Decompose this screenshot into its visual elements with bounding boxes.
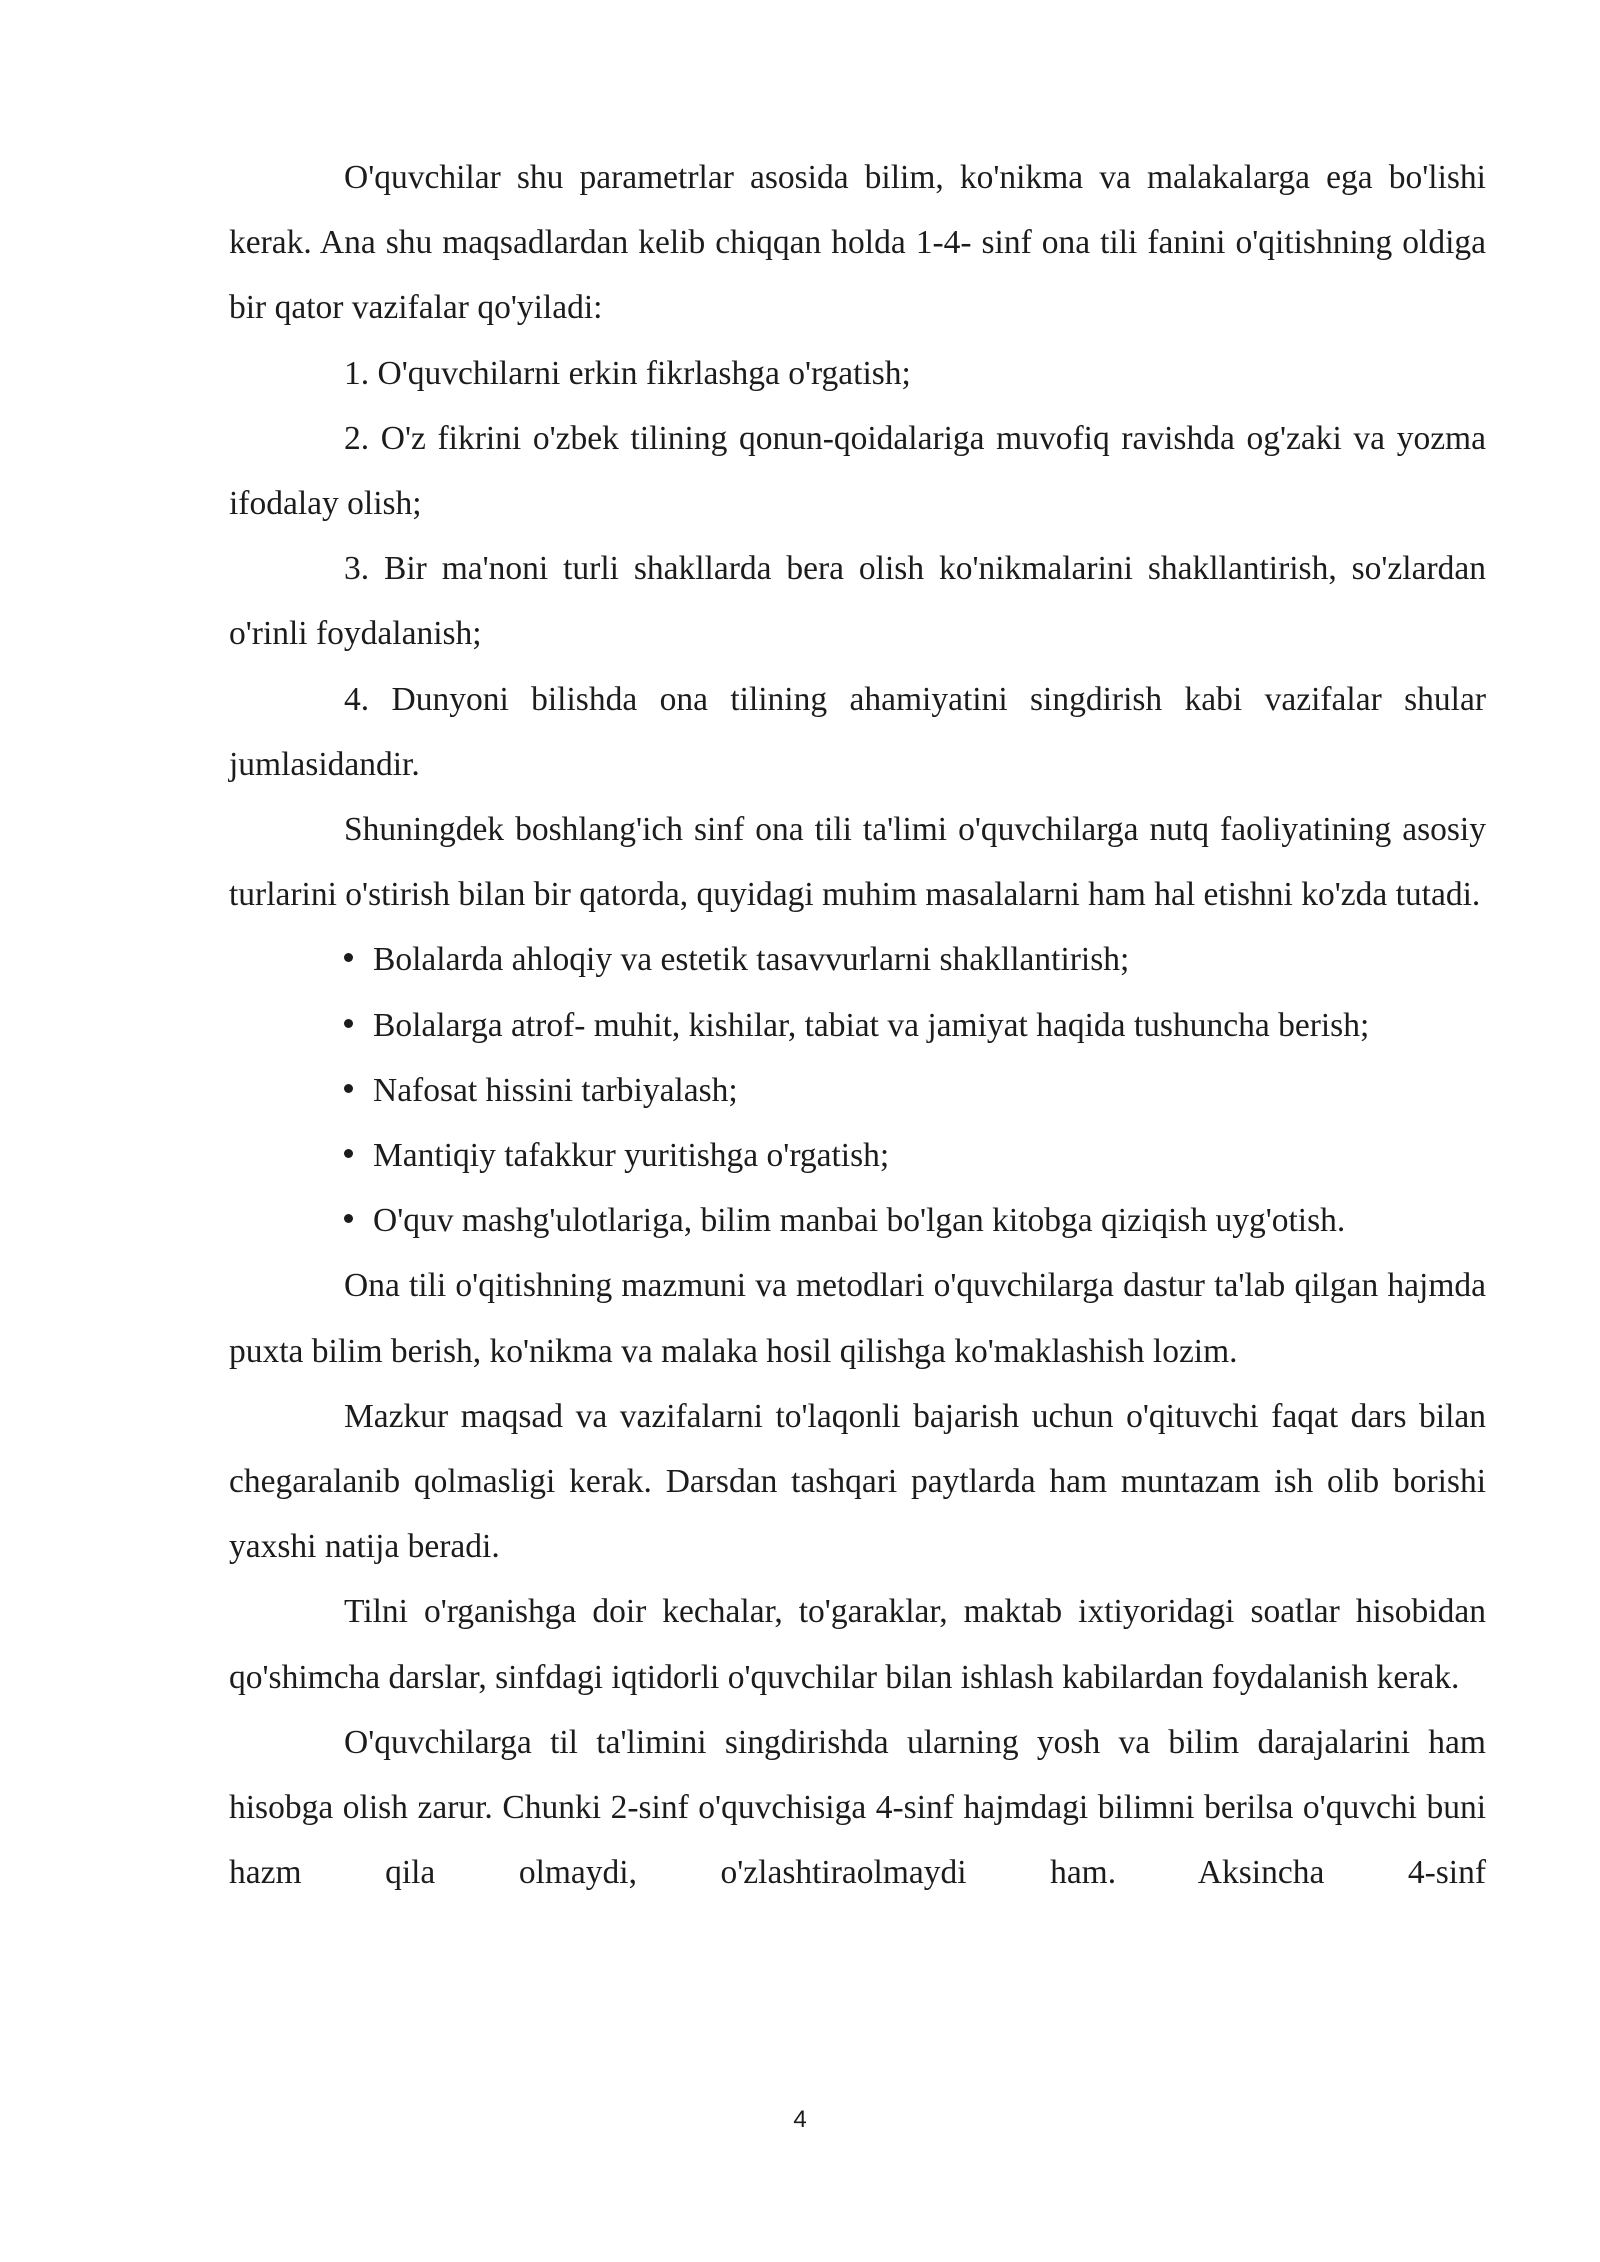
bullet-dot-icon (344, 1084, 353, 1093)
paragraph-tasks: Shuningdek boshlang'ich sinf ona tili ta'limi o'quvchilarga nutq faoliyatining asosiy turlarini o'stirish bilan bir qatorda, quyidagi muhim masalalarni ham hal etishni ko'zda tutadi. (229, 811, 1486, 914)
numbered-item-1: 1. O'quvchilarni erkin fikrlashga o'rgatish; (344, 354, 911, 392)
bullet-item (229, 927, 1486, 992)
paragraph-content-methods: Ona tili o'qitishning mazmuni va metodlari o'quvchilarga dastur ta'lab qilgan hajmda puxta bilim berish, ko'nikma va malaka hosil qilishga ko'maklashish lozim. (229, 1267, 1486, 1370)
bullet-item (229, 993, 1486, 1058)
numbered-item-4: 4. Dunyoni bilishda ona tilining ahamiyatini singdirish kabi vazifalar shular jumlasidandir. (229, 680, 1486, 783)
bullet-item (229, 1188, 1486, 1253)
paragraph-clubs: Tilni o'rganishga doir kechalar, to'garaklar, maktab ixtiyoridagi soatlar hisobidan qo'shimcha darslar, sinfdagi iqtidorli o'quvchilar bilan ishlash kabilardan foydalanish kerak. (229, 1593, 1486, 1696)
paragraph-age-levels: O'quvchilarga til ta'limini singdirishda ularning yosh va bilim darajalarini ham hisobga olish zarur. Chunki 2-sinf o'quvchisiga 4-sinf hajmdagi bilimni berilsa o'quvchi buni hazm qila olmaydi, o'zlashtiraolmaydi ham. Aksincha 4-sinf (229, 1723, 1486, 1892)
bullet-item (229, 1058, 1486, 1123)
bullet-dot-icon (344, 953, 353, 962)
bullet-text: Mantiqiy tafakkur yuritishga o'rgatish; (373, 1137, 890, 1175)
paragraph-intro: O'quvchilar shu parametrlar asosida bilim, ko'nikma va malakalarga ega bo'lishi kerak. Ana shu maqsadlardan kelib chiqqan holda 1-4- sinf ona tili fanini o'qitishning oldiga bir qator vazifalar qo'yiladi: (229, 159, 1486, 327)
bullet-text: Bolalarga atrof- muhit, kishilar, tabiat va jamiyat haqida tushuncha berish; (373, 1006, 1370, 1044)
bullet-text: Bolalarda ahloqiy va estetik tasavvurlarni shakllantirish; (373, 941, 1130, 979)
numbered-item-2: 2. O'z fikrini o'zbek tilining qonun-qoidalariga muvofiq ravishda og'zaki va yozma ifodalay olish; (229, 419, 1486, 523)
paragraph-extracurricular: Mazkur maqsad va vazifalarni to'laqonli bajarish uchun o'qituvchi faqat dars bilan chegaralanib qolmasligi kerak. Darsdan tashqari paytlarda ham muntazam ish olib borishi yaxshi natija beradi. (229, 1397, 1486, 1566)
bullet-text: Nafosat hissini tarbiyalash; (373, 1071, 738, 1109)
bullet-text: O'quv mashg'ulotlariga, bilim manbai bo'lgan kitobga qiziqish uyg'otish. (373, 1202, 1346, 1240)
bullet-dot-icon (344, 1149, 353, 1158)
bullet-item (229, 1123, 1486, 1188)
bullet-dot-icon (344, 1214, 353, 1223)
bullet-dot-icon (344, 1019, 353, 1028)
document-page (229, 145, 1486, 1905)
numbered-item-3: 3. Bir ma'noni turli shakllarda bera olish ko'nikmalarini shakllantirish, so'zlardan o'rinli foydalanish; (229, 550, 1486, 653)
page-number: 4 (793, 2106, 807, 2133)
